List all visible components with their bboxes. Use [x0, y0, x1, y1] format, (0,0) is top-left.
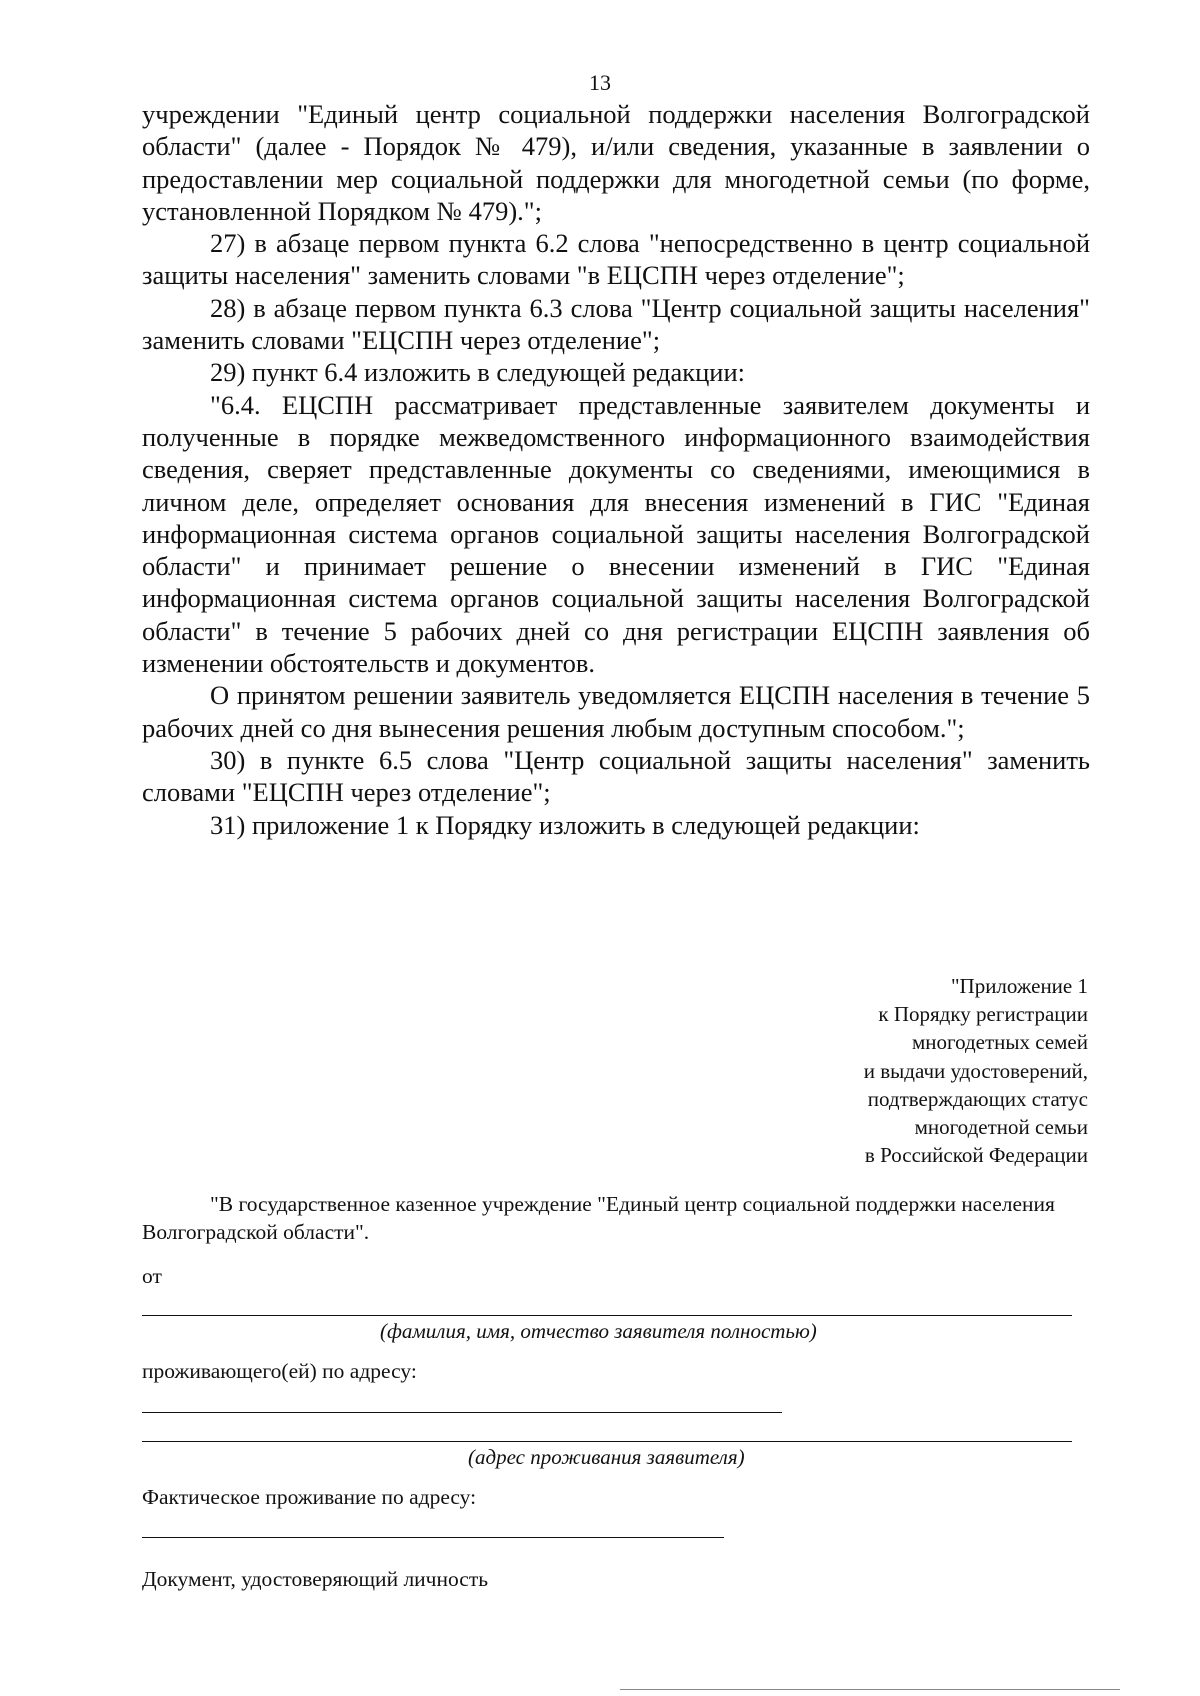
paragraph: 29) пункт 6.4 изложить в следующей редакции:	[210, 357, 746, 388]
address-caption: (адрес проживания заявителя)	[468, 1445, 745, 1469]
paragraph: "6.4. ЕЦСПН рассматривает представленные заявителем документы и полученные в порядке межведомственного информационного взаимодействия сведения, сверяет представленные документы со сведениями, имеющимися в личном деле, определяет основания для внесения изменений в ГИС "Единая информационная система органов социальной защиты населения Волгоградской области" и принимает решение о внесении изменений в ГИС "Единая информационная система органов социальной защиты населения Волгоградской области" в течение 5 рабочих дней со дня регистрации ЕЦСПН заявления об изменении обстоятельств и документов.	[142, 389, 1090, 679]
address-field-line-1[interactable]	[142, 1412, 782, 1413]
name-caption: (фамилия, имя, отчество заявителя полностью)	[380, 1319, 817, 1343]
name-field-line[interactable]	[142, 1315, 1072, 1316]
paragraph: 30) в пункте 6.5 слова "Центр социальной защиты населения" заменить словами "ЕЦСПН через отделение";	[142, 744, 1090, 808]
annex-line: многодетных семей	[911, 1030, 1088, 1055]
actual-residence-label: Фактическое проживание по адресу:	[142, 1485, 477, 1509]
annex-line: многодетной семьи	[914, 1115, 1088, 1140]
paragraph: 28) в абзаце первом пункта 6.3 слова "Центр социальной защиты населения" заменить словами "ЕЦСПН через отделение";	[142, 292, 1090, 356]
annex-line: подтверждающих статус	[867, 1086, 1088, 1111]
annex-line: к Порядку регистрации	[878, 1002, 1088, 1027]
annex-header	[700, 972, 1088, 1169]
id-document-label: Документ, удостоверяющий личность	[142, 1567, 489, 1591]
paragraph: 31) приложение 1 к Порядку изложить в следующей редакции:	[210, 809, 920, 840]
from-label: от	[142, 1264, 162, 1288]
actual-address-field-line[interactable]	[142, 1537, 724, 1538]
application-form	[142, 1190, 1072, 1246]
address-field-line-2[interactable]	[142, 1441, 1072, 1442]
annex-line: и выдачи удостоверений,	[863, 1058, 1088, 1083]
page-edge-line	[620, 1689, 1120, 1690]
annex-line: "Приложение 1	[950, 974, 1088, 998]
paragraph: 27) в абзаце первом пункта 6.2 слова "непосредственно в центр социальной защиты населения" заменить словами "в ЕЦСПН через отделение";	[142, 228, 1090, 291]
residence-label: проживающего(ей) по адресу:	[142, 1359, 417, 1383]
addressee: "В государственное казенное учреждение "Единый центр социальной поддержки населения Волгоградской области".	[142, 1192, 1055, 1244]
body-text	[142, 98, 1090, 841]
paragraph: О принятом решении заявитель уведомляется ЕЦСПН населения в течение 5 рабочих дней со дня вынесения решения любым доступным способом.";	[142, 680, 1090, 743]
annex-line: в Российской Федерации	[864, 1143, 1088, 1168]
page-number: 13	[589, 70, 611, 95]
paragraph: учреждении "Единый центр социальной поддержки населения Волгоградской области" (далее - Порядок № 479), и/или сведения, указанные в заявлении о предоставлении мер социальной поддержки для многодетной семьи (по форме, установленной Порядком № 479).";	[142, 99, 1090, 226]
